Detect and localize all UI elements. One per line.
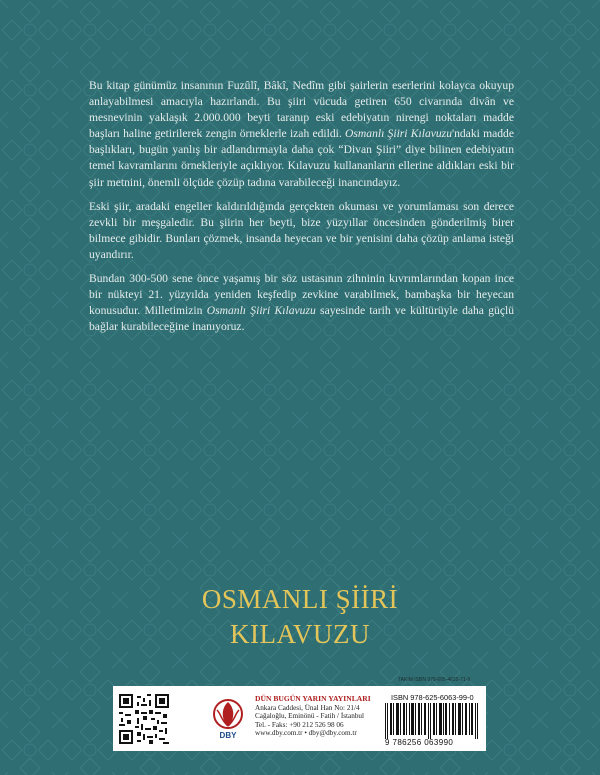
barcode-digits: 9 786256 063990 — [385, 738, 454, 747]
publisher-address-2: Cağaloğlu, Eminönü - Fatih / İstanbul — [255, 712, 364, 721]
barcode — [385, 703, 479, 739]
back-cover-blurb — [89, 78, 514, 343]
set-isbn: TAKIM ISBN 978-605-4635-71-9 — [398, 677, 471, 683]
barcode-panel — [113, 677, 486, 751]
isbn-label: ISBN 978-625-6063-99-0 — [391, 693, 474, 702]
logo-text: DBY — [219, 731, 237, 740]
publisher-info — [255, 695, 373, 738]
publisher-address-1: Ankara Caddesi, Ünal Han No: 21/4 — [255, 703, 360, 712]
book-title-line-2: KILAVUZU — [230, 619, 370, 649]
book-title-italic: Osmanlı Şiiri Kılavuzu — [345, 127, 452, 141]
book-title-italic: Osmanlı Şiiri Kılavuzu — [206, 304, 316, 318]
blurb-paragraph-2: Eski şiir, aradaki engeller kaldırıldığında gerçekten okuması ve yorumlaması son derece zevkli bir meşgaledir. Bu şiirin her beyti, bize yüzyıllar öncesinden gönderilmiş birer bilmece gibidir. Bunları çözmek, insanda heyecan ve bir yenisini daha çözüp anlama isteği uyandırır. — [89, 199, 514, 261]
publisher-logo-icon — [209, 698, 247, 740]
publisher-name: DÜN BUGÜN YARIN YAYINLARI — [255, 694, 371, 703]
book-title-line-1: OSMANLI ŞİİRİ — [201, 584, 399, 614]
blurb-paragraph-1: Bu kitap günümüz insanının Fuzûlî, Bâkî, Nedîm gibi şairlerin eserlerini kolayca okuyup anlayabilmesi amacıyla hazırlandı. Bu şiiri vücuda getiren 650 civarında divân ve mesnevinin yaklaşık 2.000.000 beyti taranıp eski edebiyatın nirengi noktaları madde başları haline getirilerek zengin örneklerle izah edildi. Osmanlı Şiiri Kılavuzu'ndaki madde başlıkları, bugün yanlış bir adlandırmayla daha çok “Divan Şiiri” diye bilinen edebiyatın temel kavramlarını örnekleriyle açıklıyor. Kılavuzu kullananların ellerine aldıkları eski bir şiir metnini, önemli ölçüde çözüp tadına varabileceği inancındayız. — [89, 79, 514, 189]
publisher-web: www.dby.com.tr • dby@dby.com.tr — [255, 729, 357, 738]
qr-code-icon — [119, 694, 169, 744]
blurb-paragraph-3: Bundan 300-500 sene önce yaşamış bir söz ustasının zihninin kıvrımlarından kopan ince bir nükteyi 21. yüzyılda yeniden keşfedip zevkine varabilmek, bambaşka bir heyecan konusudur. Milletimizin Osmanlı Şiiri Kılavuzu sayesinde tarih ve kültürüyle daha güçlü bağlar kurabileceğine inanıyoruz. — [89, 272, 514, 334]
publisher-phone: Tel. - Faks: +90 212 526 98 06 — [255, 720, 344, 729]
